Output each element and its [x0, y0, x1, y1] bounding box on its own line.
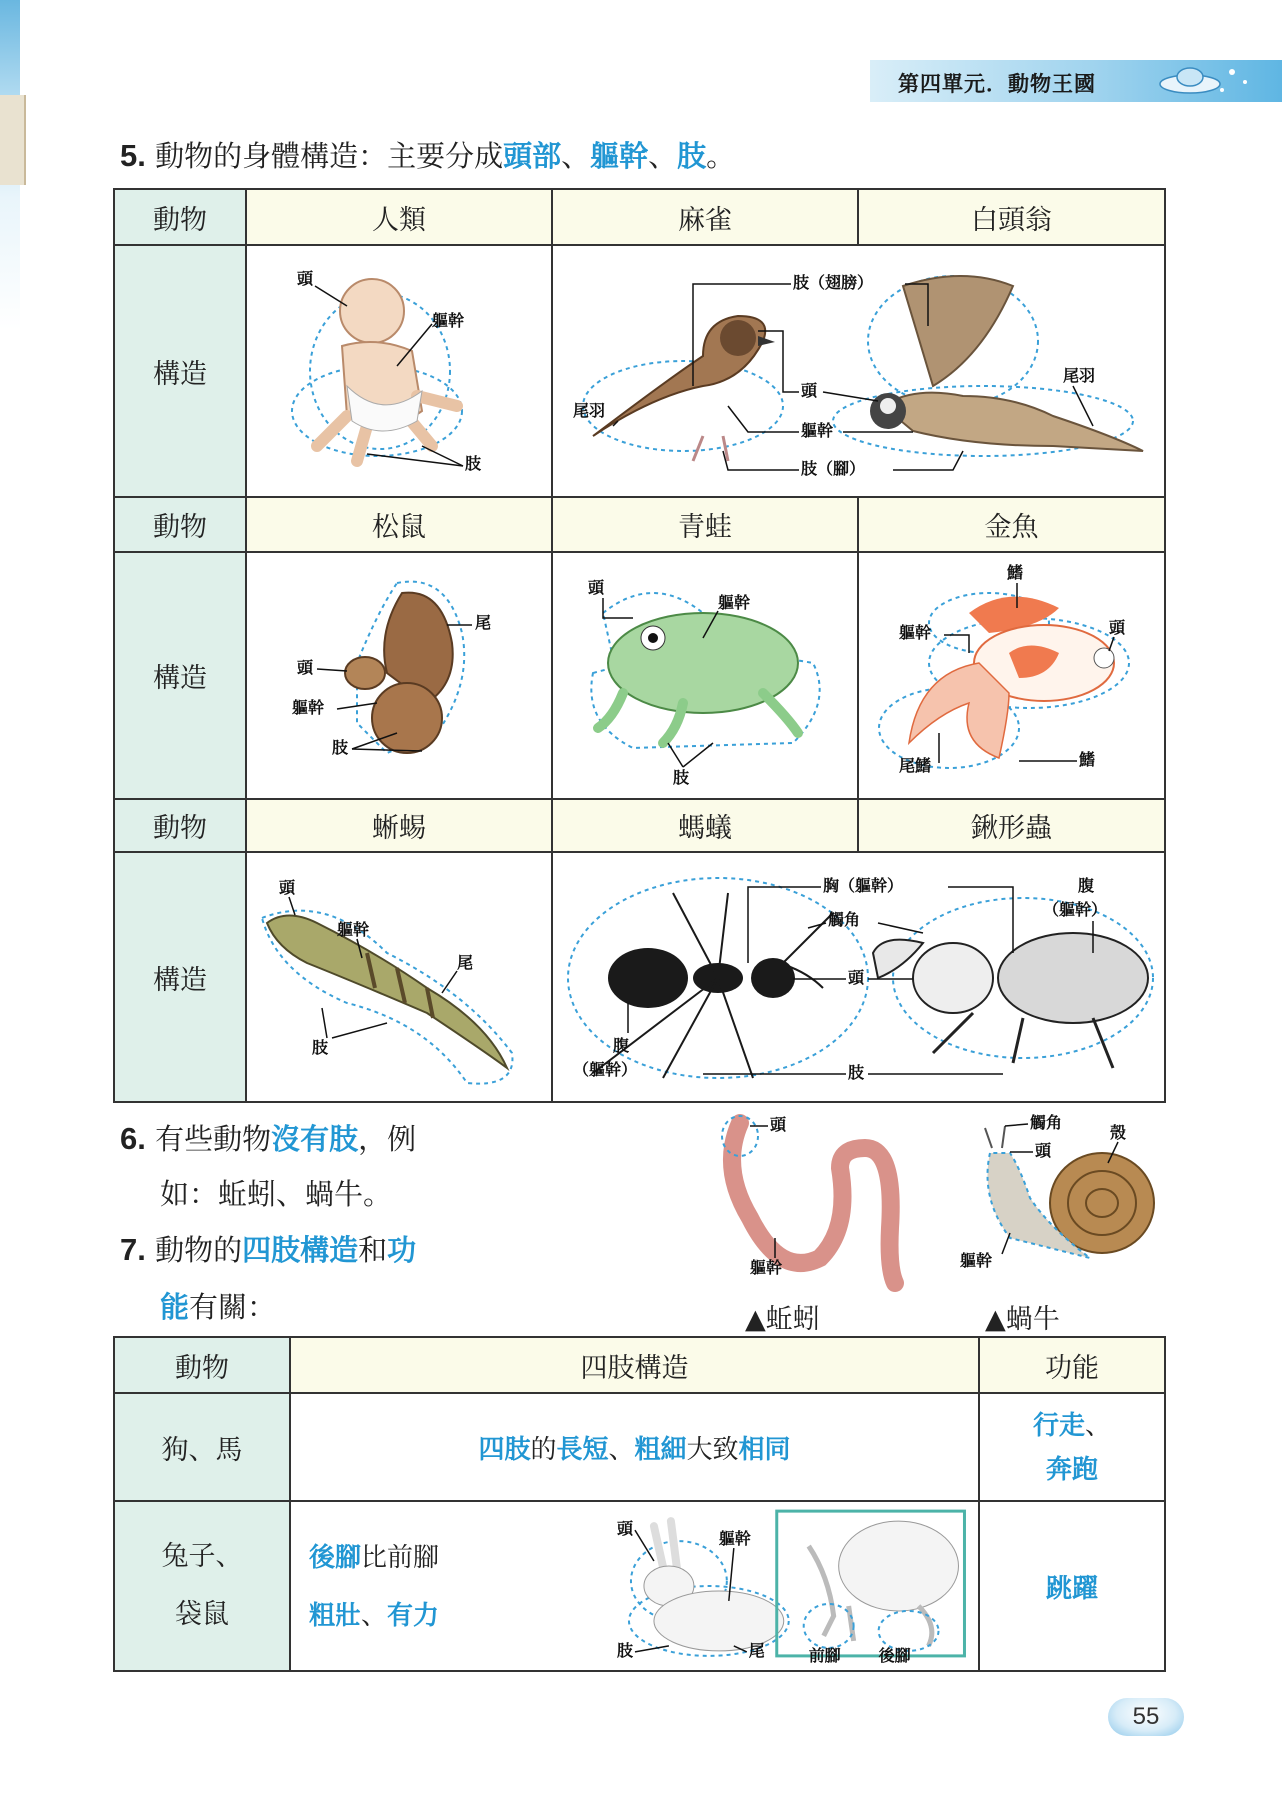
goldfish-trunk-label: 軀幹 — [899, 625, 932, 642]
table1-structure-label-2: 構造 — [114, 552, 246, 799]
q5-prefix: 動物的身體構造：主要分成 — [155, 139, 504, 173]
r2-struct-c: 粗壯 — [309, 1600, 362, 1630]
r1-struct-c: 長短 — [556, 1433, 609, 1464]
q5-term-head: 頭部 — [503, 141, 562, 173]
page-number: 55 — [1108, 1698, 1184, 1736]
table1-structure-label-3: 構造 — [114, 852, 246, 1102]
bird-trunk-label: 軀幹 — [801, 423, 834, 440]
r2-animal-2: 袋鼠 — [175, 1599, 229, 1630]
r2-func: 跳躍 — [1045, 1572, 1098, 1603]
bulbul-tail-label: 尾羽 — [1063, 368, 1096, 385]
goldfish-fin-label: 鰭 — [1079, 752, 1096, 769]
r1-struct-d: 、 — [608, 1433, 635, 1464]
lizard-limb-label: 肢 — [312, 1040, 329, 1057]
squirrel-tail-label: 尾 — [475, 615, 492, 632]
frog-trunk-label: 軀幹 — [718, 595, 751, 612]
birds-diagram-cell — [552, 245, 1165, 497]
bird-wing-label: 肢（翅膀） — [793, 275, 874, 292]
lizard-head-label: 頭 — [279, 880, 296, 897]
r2-struct-a: 後腳 — [309, 1542, 362, 1572]
table1-animal-goldfish: 金魚 — [858, 497, 1165, 552]
squirrel-trunk-label: 軀幹 — [292, 700, 325, 717]
human-head-label: 頭 — [297, 271, 314, 288]
table1-animal-bulbul: 白頭翁 — [858, 189, 1165, 245]
table1-animal-ant: 螞蟻 — [552, 799, 858, 852]
table2-row1-animal: 狗、馬 — [114, 1393, 290, 1501]
goldfish-head-label: 頭 — [1109, 620, 1126, 637]
worm-snail-illustration — [690, 1108, 1170, 1308]
human-diagram — [247, 246, 553, 496]
r1-struct-f: 大致 — [686, 1433, 739, 1464]
q7-line2 — [160, 1285, 276, 1326]
rabbit-head-label: 頭 — [616, 1521, 633, 1539]
header-ufo-icon — [1150, 60, 1260, 100]
lizard-trunk-label: 軀幹 — [337, 922, 370, 939]
unit-header-title: 第四單元．動物王國 — [898, 72, 1096, 96]
table2-row2-function — [979, 1501, 1165, 1671]
table1-animal-stag-beetle: 鍬形蟲 — [858, 799, 1165, 852]
antenna-label: 觸角 — [828, 912, 861, 929]
squirrel-diagram-cell — [246, 552, 552, 799]
insect-limb-label: 肢 — [848, 1065, 865, 1082]
frog-diagram — [553, 553, 859, 798]
table1-animal-frog: 青蛙 — [552, 497, 858, 552]
r1-func-c: 奔跑 — [1045, 1454, 1098, 1484]
human-limb-label: 肢 — [465, 456, 482, 473]
lizard-diagram-cell — [246, 852, 552, 1102]
q5-statement — [120, 134, 735, 175]
table1-animal-human: 人類 — [246, 189, 552, 245]
rabbit-hind-leg-label: 後腳 — [878, 1647, 911, 1665]
q5-sep2: 、 — [648, 139, 678, 173]
table2-row1-structure — [290, 1393, 979, 1501]
table1-animal-sparrow: 麻雀 — [552, 189, 858, 245]
snail-trunk-label: 軀幹 — [960, 1253, 993, 1270]
table1-animal-label: 動物 — [114, 189, 246, 245]
ant-chest-label: 胸（軀幹） — [823, 878, 904, 895]
r2-struct-b: 比前腳 — [361, 1542, 440, 1572]
rabbit-trunk-label: 軀幹 — [718, 1531, 751, 1549]
r2-animal-1: 兔子、 — [161, 1541, 243, 1572]
bird-foot-label: 肢（腳） — [801, 461, 866, 478]
q6-number: 6. — [120, 1121, 146, 1156]
table2-row2-structure — [290, 1501, 979, 1671]
lizard-tail-label: 尾 — [457, 955, 474, 972]
birds-diagram — [553, 246, 1166, 496]
table1-animal-squirrel: 松鼠 — [246, 497, 552, 552]
r1-func-b: 、 — [1085, 1410, 1112, 1440]
q7-line1-a: 動物的 — [155, 1233, 243, 1267]
table2-header-animal: 動物 — [114, 1337, 290, 1393]
frog-limb-label: 肢 — [673, 770, 690, 787]
q7-highlight-3: 能 — [160, 1292, 190, 1324]
ant-abdomen-label: 腹 — [613, 1038, 630, 1055]
beetle-abdomen-label: 腹 — [1078, 878, 1095, 895]
snail-caption: ▲蝸牛 — [985, 1304, 1060, 1335]
rabbit-limb-label: 肢 — [616, 1642, 633, 1660]
r1-func-a: 行走 — [1032, 1410, 1085, 1440]
r1-struct-b: 的 — [530, 1433, 557, 1464]
goldfish-diagram-cell — [858, 552, 1165, 799]
squirrel-head-label: 頭 — [297, 660, 314, 677]
rabbit-diagram — [609, 1506, 978, 1666]
goldfish-diagram — [859, 553, 1166, 798]
worm-head-label: 頭 — [770, 1117, 787, 1134]
q7-line2-b: 有關： — [189, 1290, 277, 1324]
goldfish-dorsal-fin-label: 鰭 — [1007, 565, 1024, 582]
r2-struct-text — [291, 1528, 609, 1644]
q5-sep1: 、 — [561, 139, 591, 173]
q7-highlight-2: 功 — [387, 1235, 417, 1267]
frog-head-label: 頭 — [588, 580, 605, 597]
q5-end: 。 — [706, 139, 736, 173]
bird-head-label: 頭 — [801, 383, 818, 400]
table1-animal-label-2: 動物 — [114, 497, 246, 552]
q6-highlight: 沒有肢 — [271, 1124, 359, 1156]
q5-number: 5. — [120, 138, 146, 173]
q6-line1-b: ，例 — [358, 1122, 417, 1156]
q7-highlight-1: 四肢構造 — [242, 1235, 359, 1267]
snail-head-label: 頭 — [1035, 1143, 1052, 1160]
table1-animal-label-3: 動物 — [114, 799, 246, 852]
q6-line2: 如：蚯蚓、蝸牛。 — [160, 1177, 393, 1211]
lizard-diagram — [247, 853, 553, 1101]
r2-struct-e: 有力 — [387, 1600, 440, 1630]
table2-header-function: 功能 — [979, 1337, 1165, 1393]
q6-line1 — [120, 1117, 416, 1158]
q5-term-limb: 肢 — [677, 141, 707, 173]
table2-header-structure: 四肢構造 — [290, 1337, 979, 1393]
worm-caption: ▲蚯蚓 — [745, 1304, 820, 1335]
goldfish-tail-fin-label: 尾鰭 — [899, 758, 932, 775]
r1-struct-e: 粗細 — [634, 1433, 687, 1464]
rabbit-tail-label: 尾 — [748, 1642, 765, 1660]
frog-diagram-cell — [552, 552, 858, 799]
q6-line1-a: 有些動物 — [155, 1122, 272, 1156]
table1-animal-lizard: 蜥蜴 — [246, 799, 552, 852]
r1-struct-g: 相同 — [738, 1433, 791, 1464]
human-trunk-label: 軀幹 — [432, 313, 465, 330]
squirrel-limb-label: 肢 — [332, 740, 349, 757]
q7-line1 — [120, 1228, 416, 1269]
table1-structure-label: 構造 — [114, 245, 246, 497]
r1-struct-a: 四肢 — [478, 1433, 531, 1464]
squirrel-diagram — [247, 553, 553, 798]
insects-diagram-cell — [552, 852, 1165, 1102]
table2-row1-function — [979, 1393, 1165, 1501]
q7-line1-b: 和 — [358, 1233, 388, 1267]
q5-term-trunk: 軀幹 — [590, 141, 649, 173]
insects-diagram — [553, 853, 1166, 1101]
human-diagram-cell — [246, 245, 552, 497]
q7-number: 7. — [120, 1232, 146, 1267]
sparrow-tail-label: 尾羽 — [573, 403, 606, 420]
animal-structure-table — [113, 188, 1166, 1103]
worm-trunk-label: 軀幹 — [750, 1260, 783, 1277]
snail-shell-label: 殼 — [1110, 1125, 1127, 1142]
table2-row2-animal — [114, 1501, 290, 1671]
left-decor-building — [0, 95, 26, 185]
head-label-insect: 頭 — [848, 970, 865, 987]
rabbit-front-leg-label: 前腳 — [808, 1647, 841, 1665]
beetle-abdomen-sub-label: （軀幹） — [1043, 902, 1108, 919]
snail-antenna-label: 觸角 — [1030, 1115, 1063, 1132]
ant-abdomen-sub-label: （軀幹） — [573, 1062, 638, 1079]
limb-function-table — [113, 1336, 1166, 1672]
r2-struct-d: 、 — [361, 1600, 388, 1630]
